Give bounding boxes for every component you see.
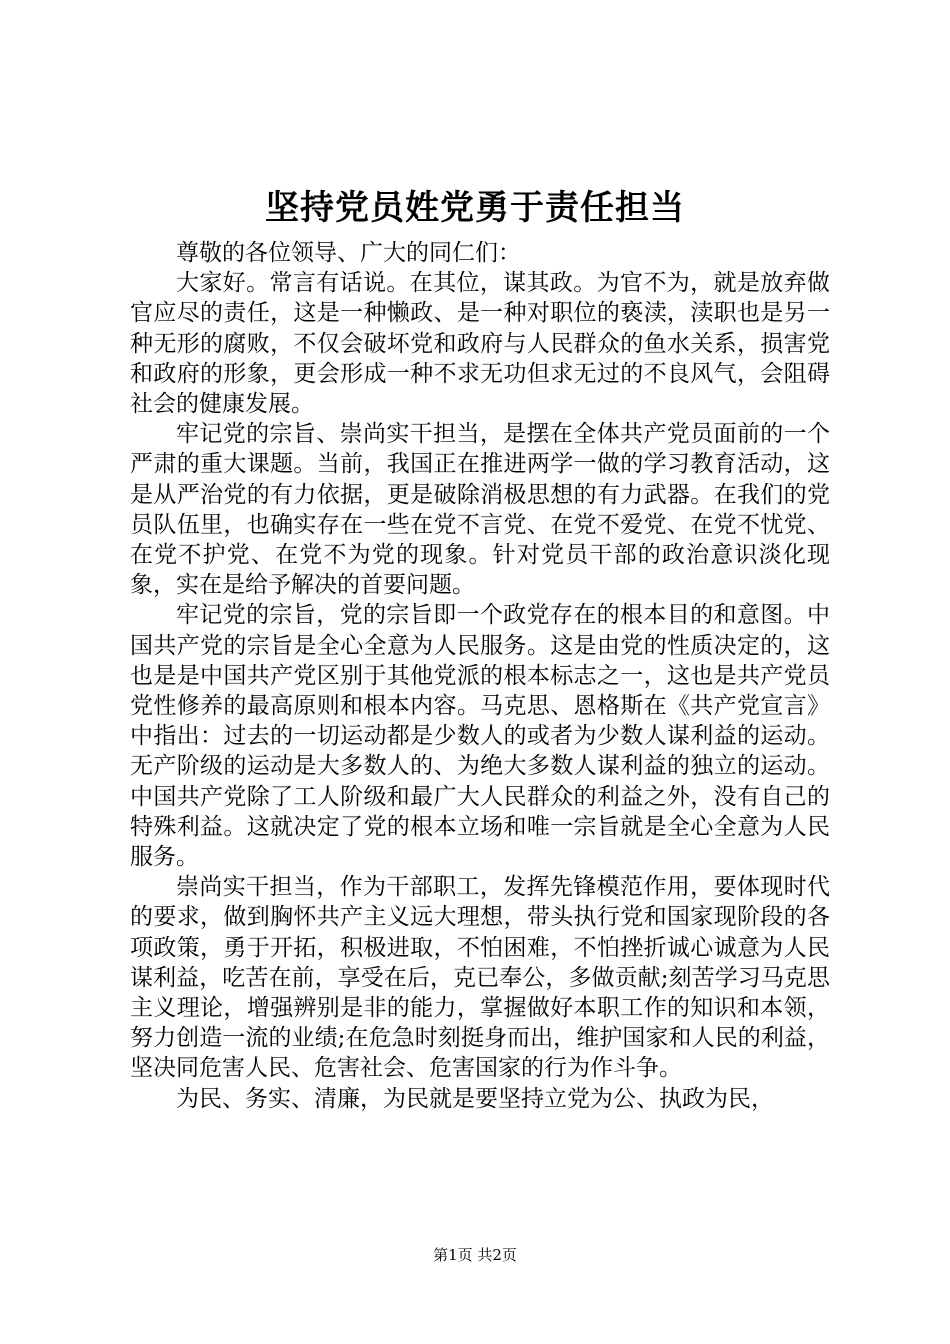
salutation: 尊敬的各位领导、广大的同仁们： xyxy=(176,240,521,266)
document-body xyxy=(130,238,830,1114)
page-footer: 第1页 共2页 xyxy=(433,1246,517,1264)
document-title: 坚持党员姓党勇于责任担当 xyxy=(265,188,685,228)
paragraph: 牢记党的宗旨、崇尚实干担当，是摆在全体共产党员面前的一个严肃的重大课题。当前，我国正在推进两学一做的学习教育活动，这是从严治党的有力依据，更是破除消极思想的有力武器。在我们的党员队伍里，也确实存在一些在党不言党、在党不爱党、在党不忧党、在党不护党、在党不为党的现象。针对党员干部的政治意识淡化现象，实在是给予解决的首要问题。 xyxy=(130,421,830,599)
paragraph: 大家好。常言有话说。在其位，谋其政。为官不为，就是放弃做官应尽的责任，这是一种懒政、是一种对职位的亵渎，渎职也是另一种无形的腐败，不仅会破坏党和政府与人民群众的鱼水关系，损害党和政府的形象，更会形成一种不求无功但求无过的不良风气，会阻碍社会的健康发展。 xyxy=(130,270,830,418)
paragraph: 为民、务实、清廉，为民就是要坚持立党为公、执政为民， xyxy=(176,1085,774,1112)
paragraph: 崇尚实干担当，作为干部职工，发挥先锋模范作用，要体现时代的要求，做到胸怀共产主义远大理想，带头执行党和国家现阶段的各项政策，勇于开拓，积极进取，不怕困难，不怕挫折诚心诚意为人民谋利益，吃苦在前，享受在后，克已奉公，多做贡献;刻苦学习马克思主义理论，增强辨别是非的能力，掌握做好本职工作的知识和本领，努力创造一流的业绩;在危急时刻挺身而出，维护国家和人民的利益，坚决同危害人民、危害社会、危害国家的行为作斗争。 xyxy=(130,874,830,1082)
paragraph: 牢记党的宗旨，党的宗旨即一个政党存在的根本目的和意图。中国共产党的宗旨是全心全意为人民服务。这是由党的性质决定的，这也是是中国共产党区别于其他党派的根本标志之一，这也是共产党员党性修养的最高原则和根本内容。马克思、恩格斯在《共产党宣言》中指出：过去的一切运动都是少数人的或者为少数人谋利益的运动。无产阶级的运动是大多数人的、为绝大多数人谋利益的独立的运动。中国共产党除了工人阶级和最广大人民群众的利益之外，没有自己的特殊利益。这就决定了党的根本立场和唯一宗旨就是全心全意为人民服务。 xyxy=(130,602,830,871)
